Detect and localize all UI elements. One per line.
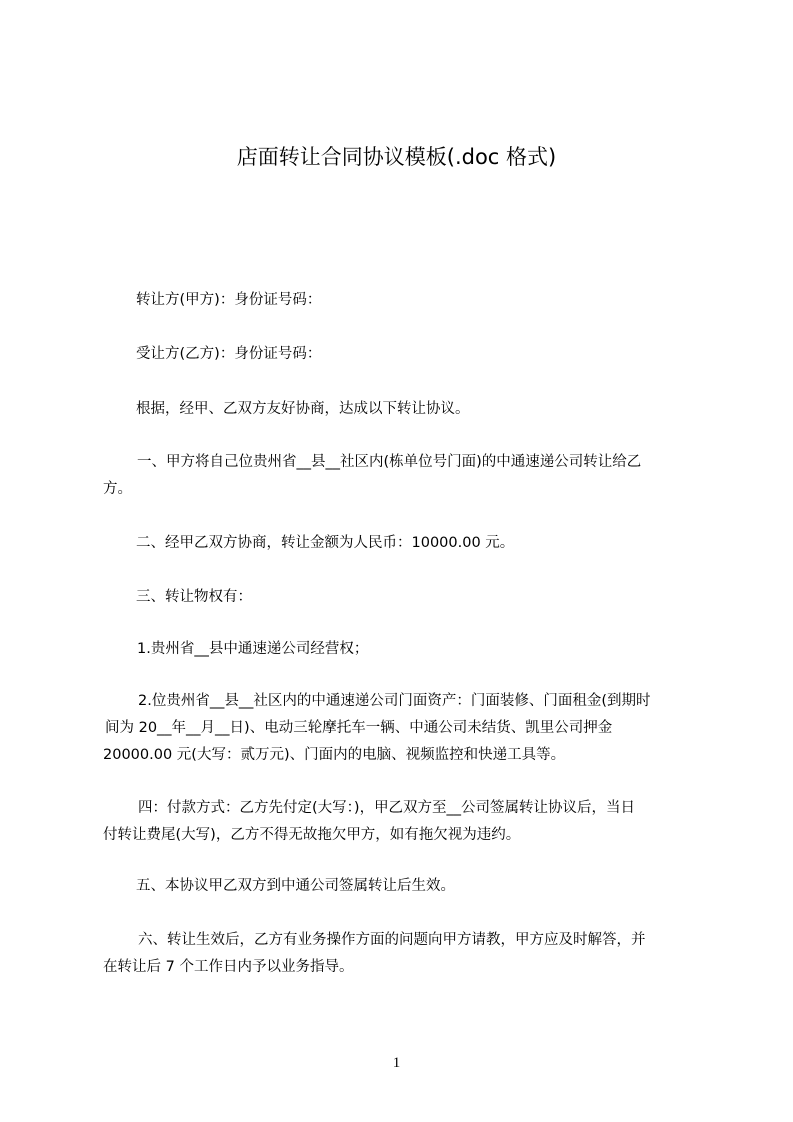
paragraph-5-line-1: 二、经甲乙双方协商，转让金额为人民币：10000.00 元。 xyxy=(136,535,515,551)
paragraph-9-line-2: 付转让费尾(大写)，乙方不得无故拖欠甲方，如有拖欠视为违约。 xyxy=(103,827,521,843)
paragraph-11-line-1: 六、转让生效后，乙方有业务操作方面的问题向甲方请教，甲方应及时解答，并 xyxy=(138,932,646,948)
paragraph-4-line-2: 方。 xyxy=(103,481,132,497)
paragraph-4-line-1: 一、甲方将自己位贵州省__县__社区内(栋单位号门面)的中通速递公司转让给乙 xyxy=(137,454,642,470)
paragraph-10-line-1: 五、本协议甲乙双方到中通公司签属转让后生效。 xyxy=(136,878,455,894)
paragraph-8-line-1: 2.位贵州省__县__社区内的中通速递公司门面资产：门面装修、门面租金(到期时 xyxy=(138,693,651,709)
paragraph-11-line-2: 在转让后 7 个工作日内予以业务指导。 xyxy=(103,959,354,975)
paragraph-8-line-3: 20000.00 元(大写：贰万元)、门面内的电脑、视频监控和快递工具等。 xyxy=(103,747,566,763)
paragraph-6-line-1: 三、转让物权有： xyxy=(136,589,252,605)
paragraph-1-line-1: 转让方(甲方)：身份证号码： xyxy=(136,292,322,308)
page-number: 1 xyxy=(392,1055,401,1071)
paragraph-7-line-1: 1.贵州省__县中通速递公司经营权； xyxy=(137,641,369,657)
document-title: 店面转让合同协议模板(.doc 格式) xyxy=(236,145,557,169)
paragraph-3-line-1: 根据，经甲、乙双方友好协商，达成以下转让协议。 xyxy=(136,401,470,417)
paragraph-9-line-1: 四：付款方式：乙方先付定(大写：)，甲乙双方至__公司签属转让协议后，当日 xyxy=(138,800,636,816)
paragraph-2-line-1: 受让方(乙方)：身份证号码： xyxy=(136,346,322,362)
paragraph-8-line-2: 间为 20__年__月__日)、电动三轮摩托车一辆、中通公司未结货、凯里公司押金 xyxy=(105,720,613,736)
